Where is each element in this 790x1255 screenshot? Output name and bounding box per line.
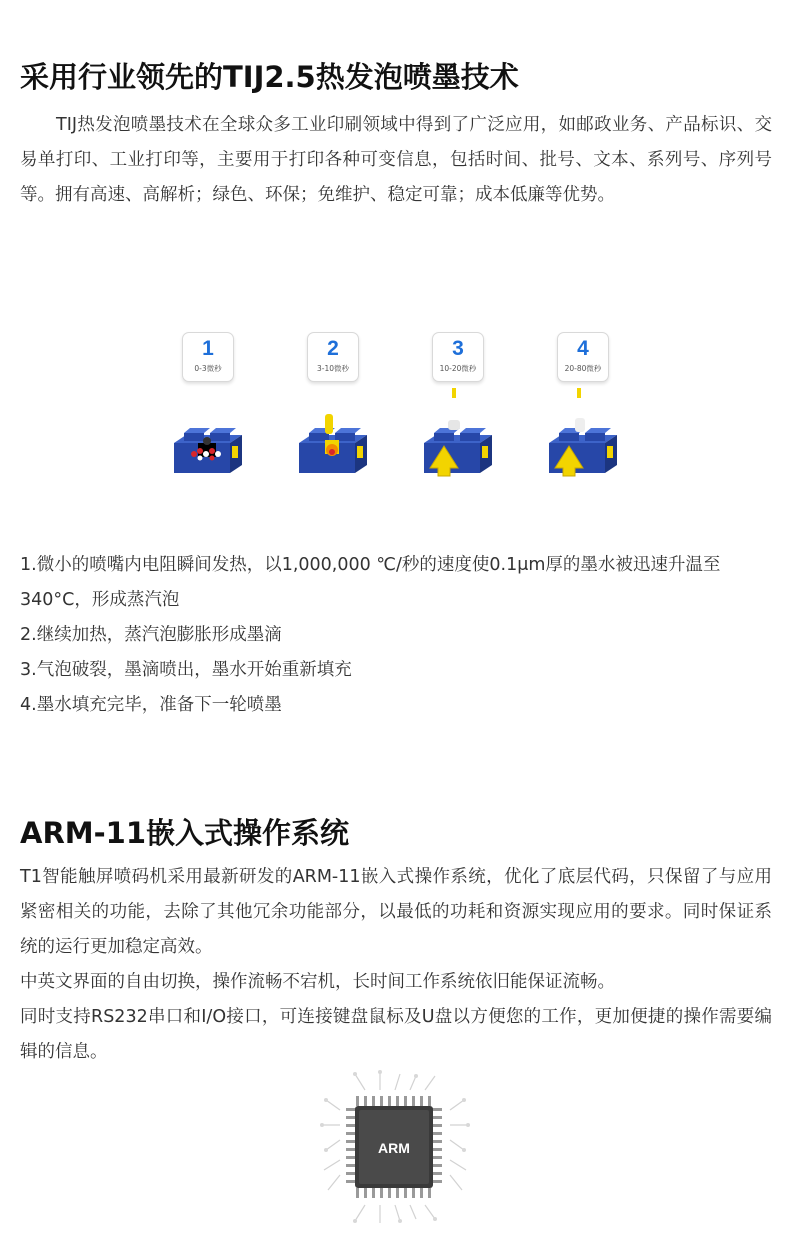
tij-intro-paragraph: TIJ热发泡喷墨技术在全球众多工业印刷领域中得到了广泛应用，如邮政业务、产品标识、交易单打印、工业打印等，主要用于打印各种可变信息，包括时间、批号、文本、系列号、序列号等。拥有高速、高解析；绿色、环保；免维护、稳定可靠；成本低廉等优势。 (20, 115, 772, 205)
nozzle-refill-icon (545, 388, 625, 478)
process-stage-4 (545, 328, 625, 478)
step-time: 3-10微秒 (316, 364, 350, 373)
step-number: 3 (452, 337, 464, 360)
step-number: 2 (327, 337, 339, 360)
process-step-3: 3.气泡破裂，墨滴喷出，墨水开始重新填充 (20, 660, 352, 680)
nozzle-heating-icon (170, 388, 250, 478)
inkjet-process-diagram (160, 328, 630, 478)
nozzle-bubble-icon (295, 388, 375, 478)
step-number: 4 (577, 337, 589, 360)
process-step-1: 1.微小的喷嘴内电阻瞬间发热，以1,000,000 ℃/秒的速度使0.1μm厚的墨水被迅速升温至340°C，形成蒸汽泡 (20, 555, 721, 610)
section-title-tij: 采用行业领先的TIJ2.5热发泡喷墨技术 (20, 60, 519, 94)
arm-chip-icon (320, 1070, 470, 1225)
step-card-2 (307, 332, 359, 382)
process-stage-2 (295, 328, 375, 478)
step-card-4 (557, 332, 609, 382)
step-number: 1 (202, 337, 214, 360)
step-time: 10-20微秒 (439, 364, 477, 373)
step-time: 0-3微秒 (194, 364, 222, 373)
chip-label: ARM (378, 1140, 410, 1156)
arm-paragraph-2: 中英文界面的自由切换，操作流畅不宕机，长时间工作系统依旧能保证流畅。 (20, 972, 615, 992)
process-stage-1 (170, 328, 250, 478)
step-time: 20-80微秒 (564, 364, 602, 373)
section-title-arm: ARM-11嵌入式操作系统 (20, 816, 350, 850)
arm-paragraph-3: 同时支持RS232串口和I/O接口，可连接键盘鼠标及U盘以方便您的工作，更加便捷的操作需要编辑的信息。 (20, 1007, 772, 1062)
step-card-3 (432, 332, 484, 382)
process-step-2: 2.继续加热，蒸汽泡膨胀形成墨滴 (20, 625, 282, 645)
process-stage-3 (420, 328, 500, 478)
process-step-4: 4.墨水填充完毕，准备下一轮喷墨 (20, 695, 282, 715)
nozzle-eject-icon (420, 388, 500, 478)
arm-paragraph-1: T1智能触屏喷码机采用最新研发的ARM-11嵌入式操作系统，优化了底层代码，只保留了与应用紧密相关的功能，去除了其他冗余功能部分，以最低的功耗和资源实现应用的要求。同时保证系统的运行更加稳定高效。 (20, 867, 772, 957)
process-steps-list (20, 548, 772, 723)
step-card-1 (182, 332, 234, 382)
